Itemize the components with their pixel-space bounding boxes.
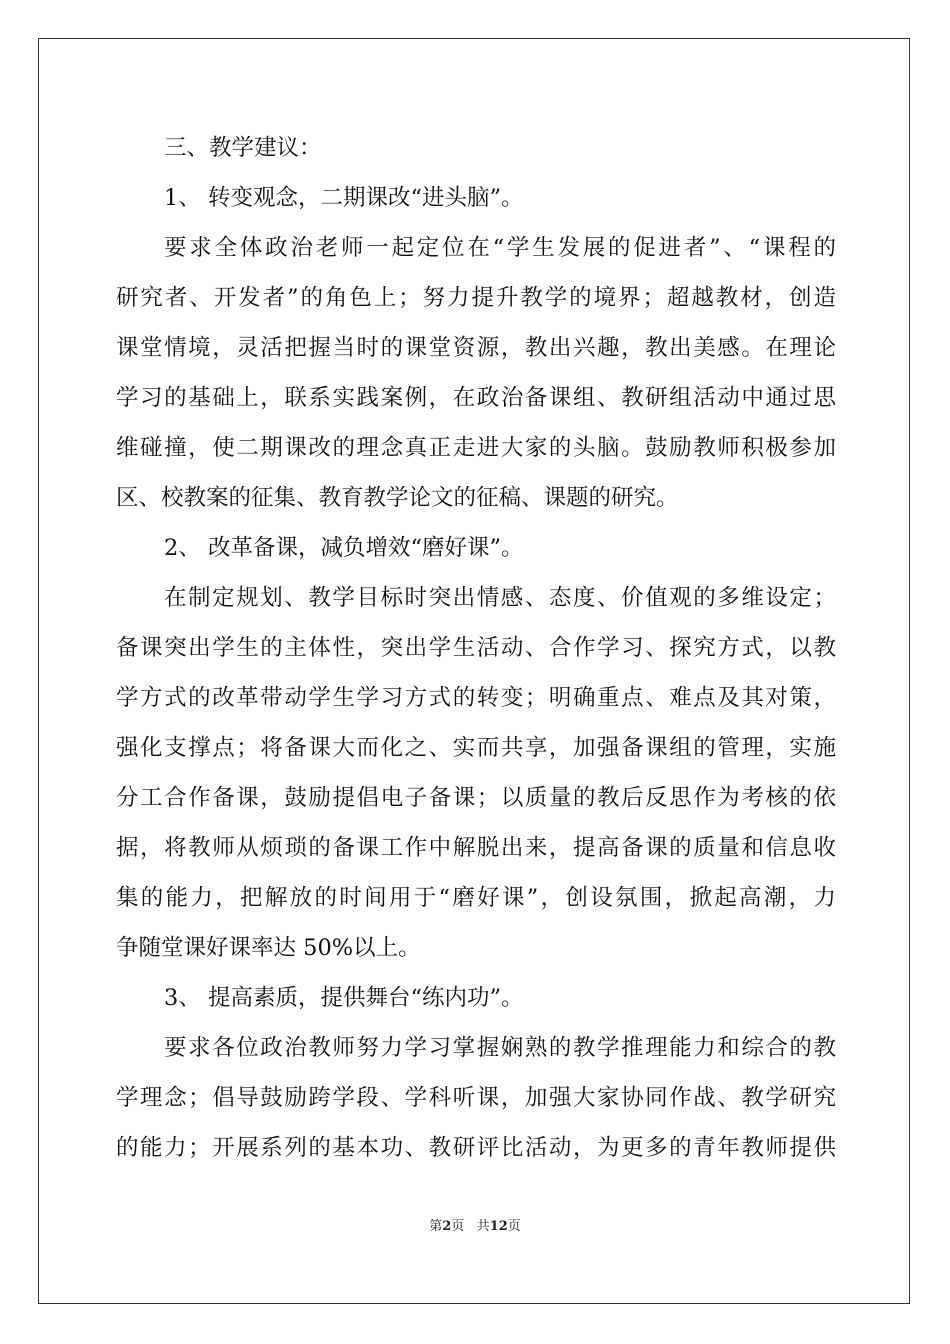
paragraph-line: 研究者、开发者”的角色上；努力提升教学的境界；超越教材，创造	[116, 285, 836, 311]
footer-total-suffix: 页	[507, 1219, 521, 1234]
footer-prefix: 第	[429, 1219, 443, 1234]
paragraph-line: 据，将教师从烦琐的备课工作中解脱出来，提高备课的质量和信息收	[116, 835, 836, 861]
paragraph-line: 备课突出学生的主体性，突出学生活动、合作学习、探究方式，以教	[116, 635, 836, 661]
paragraph-line: 维碰撞，使二期课改的理念真正走进大家的头脑。鼓励教师积极参加	[116, 435, 836, 461]
subheading-2: 2、 改革备课，减负增效“磨好课”。	[164, 535, 524, 561]
footer-total-pages: 12	[489, 1219, 508, 1234]
subheading-1: 1、 转变观念，二期课改“进头脑”。	[164, 185, 524, 211]
footer-page-number: 2	[442, 1219, 452, 1234]
paragraph-line: 课堂情境，灵活把握当时的课堂资源，教出兴趣，教出美感。在理论	[116, 335, 836, 361]
paragraph-line: 要求各位政治教师努力学习掌握娴熟的教学推理能力和综合的教	[164, 1035, 836, 1061]
paragraph-line: 的能力；开展系列的基本功、教研评比活动，为更多的青年教师提供	[116, 1135, 836, 1161]
section-heading: 三、教学建议：	[164, 135, 322, 161]
paragraph-line: 分工合作备课，鼓励提倡电子备课；以质量的教后反思作为考核的依	[116, 785, 836, 811]
paragraph-line: 争随堂课好课率达 50%以上。	[116, 935, 421, 961]
paragraph-line: 学理念；倡导鼓励跨学段、学科听课，加强大家协同作战、教学研究	[116, 1085, 836, 1111]
paragraph-line: 在制定规划、教学目标时突出情感、态度、价值观的多维设定；	[164, 585, 836, 611]
paragraph-line: 强化支撑点；将备课大而化之、实而共享，加强备课组的管理，实施	[116, 735, 836, 761]
page-footer	[0, 1218, 950, 1236]
paragraph-line: 区、校教案的征集、教育教学论文的征稿、课题的研究。	[116, 485, 679, 511]
paragraph-line: 集的能力，把解放的时间用于“磨好课”，创设氛围，掀起高潮，力	[116, 885, 836, 911]
footer-page-suffix: 页	[451, 1219, 465, 1234]
footer-total-prefix: 共	[476, 1219, 490, 1234]
paragraph-line: 学方式的改革带动学生学习方式的转变；明确重点、难点及其对策，	[116, 685, 836, 711]
paragraph-line: 要求全体政治老师一起定位在“学生发展的促进者”、“课程的	[164, 235, 836, 261]
paragraph-line: 学习的基础上，联系实践案例，在政治备课组、教研组活动中通过思	[116, 385, 836, 411]
subheading-3: 3、 提高素质，提供舞台“练内功”。	[164, 985, 524, 1011]
